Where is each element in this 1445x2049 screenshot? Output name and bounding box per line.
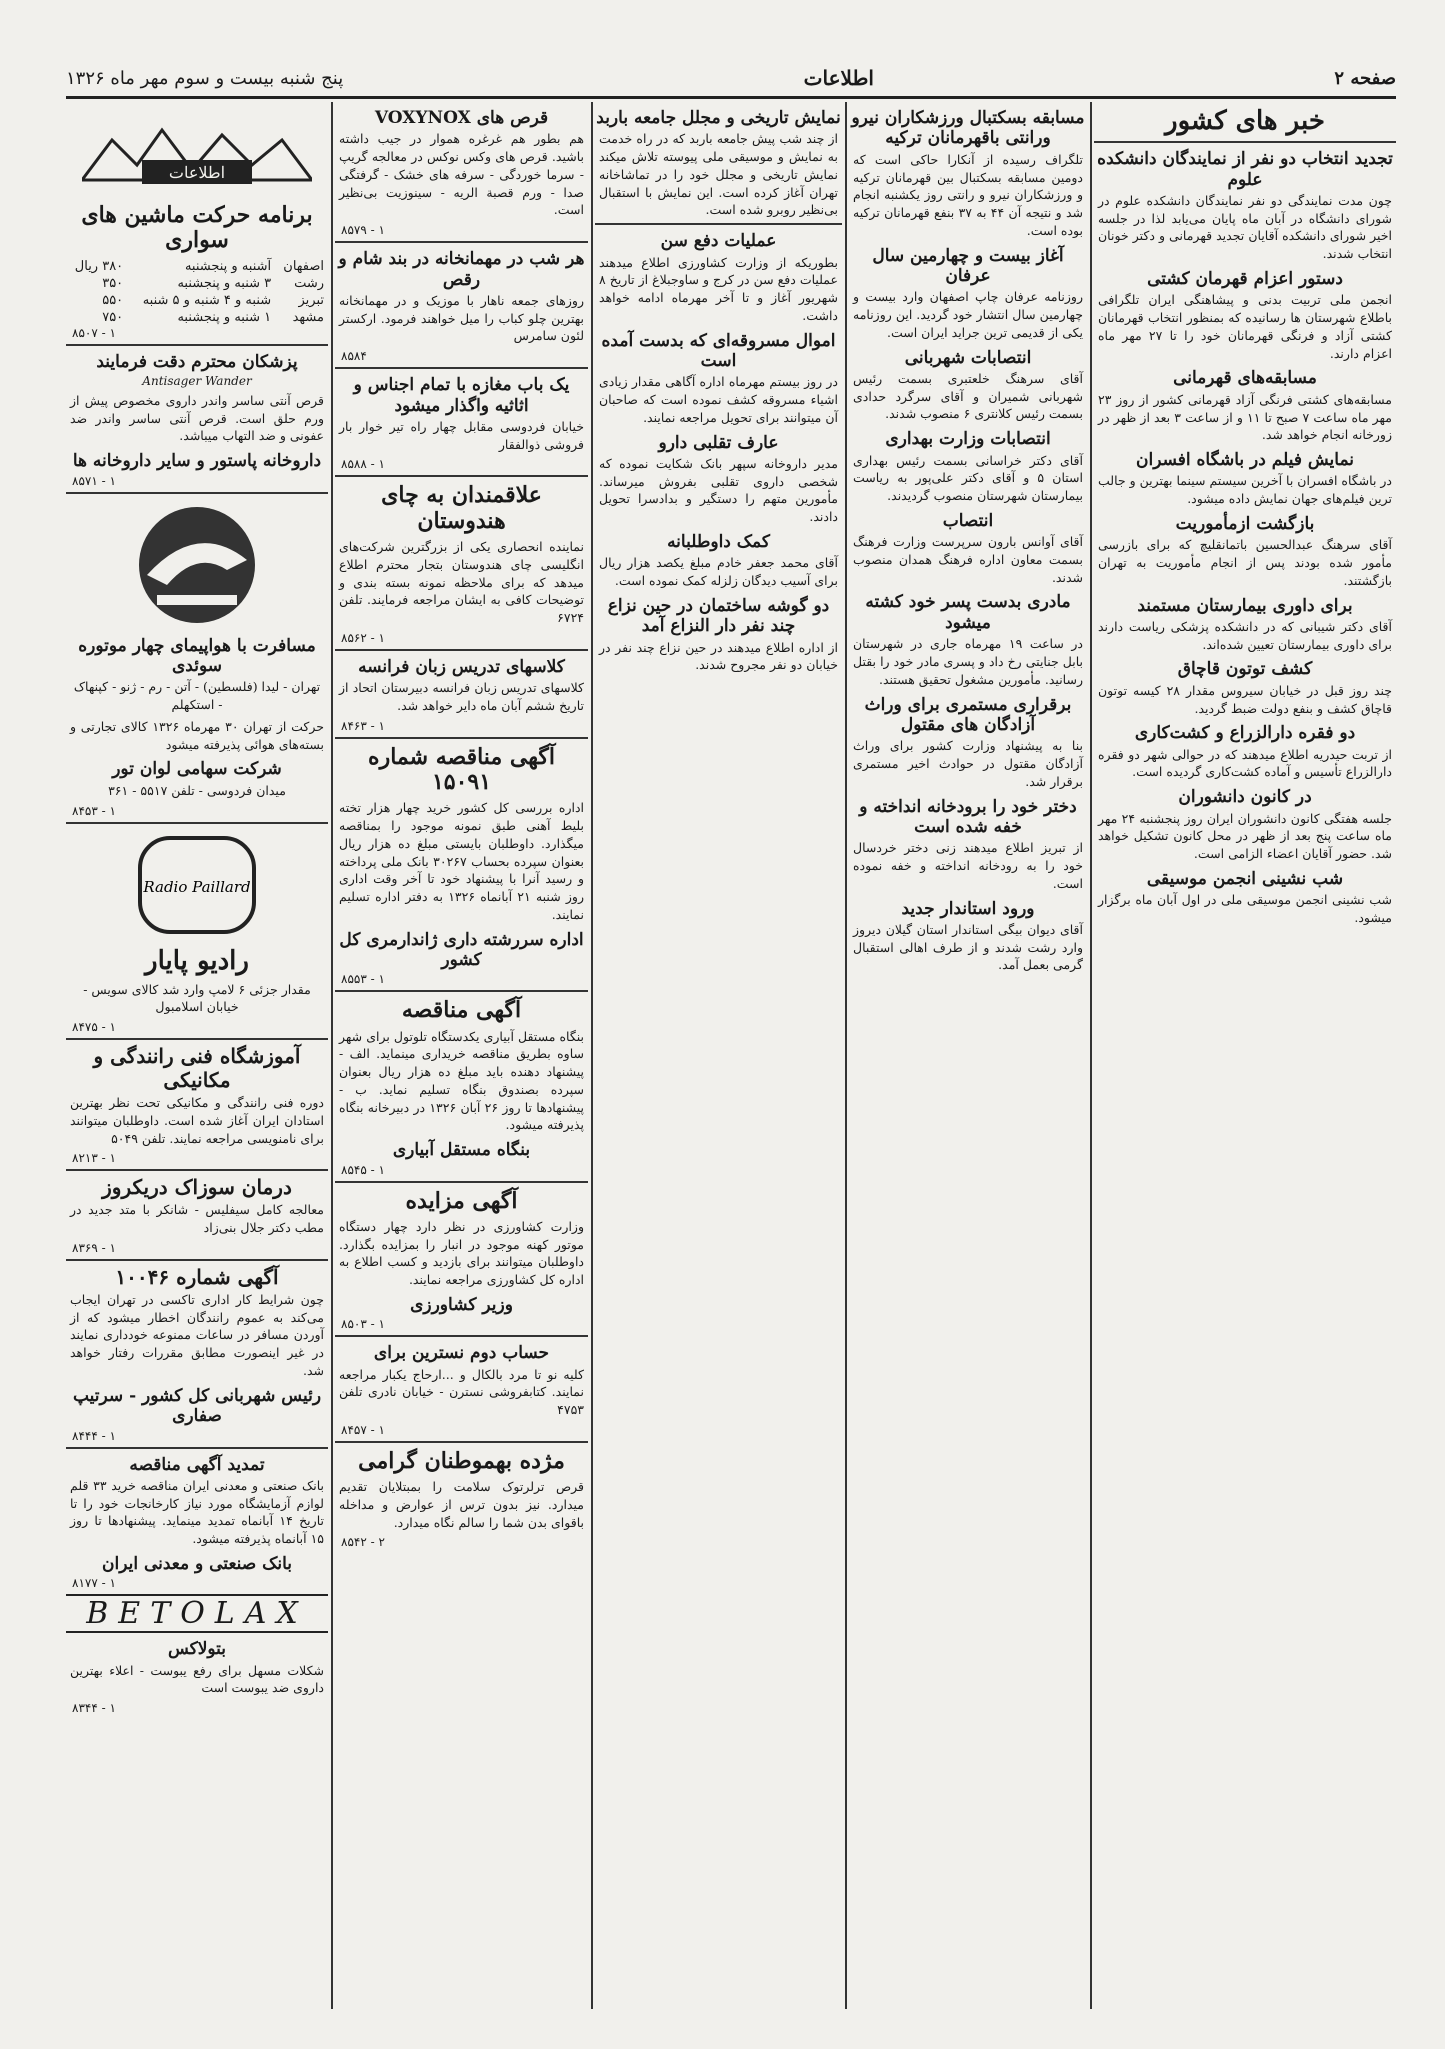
airline-company: شرکت سهامی لوان تور	[112, 759, 282, 780]
display-ads-column	[66, 102, 328, 2019]
ad-sign: بنگاه مستقل آبیاری	[392, 1140, 531, 1161]
column-divider	[591, 102, 593, 2009]
ad-body: مقدار جزئی ۶ لامپ وارد شد کالای سویس - خیابان اسلامبول	[83, 981, 311, 1015]
ad-title: درمان سوزاک دریکروز	[102, 1175, 292, 1200]
table-row	[66, 275, 328, 292]
ad-sign: وزیر کشاورزی	[410, 1294, 513, 1315]
ad-body: حرکت از تهران ۳۰ مهرماه ۱۳۲۶ کالای تجارتی و بسته‌های هوائی پذیرفته میشود	[70, 718, 325, 752]
ad-title: یک باب مغازه با تمام اجناس و اثاثیه واگذار میشود	[353, 375, 570, 416]
article-body: چند روز قبل در خیابان سیروس مقدار ۲۸ کیسه توتون قاچاق کشف و بنفع دولت ضبط گردید.	[1098, 682, 1393, 716]
ad-body: خیابان فردوسی مقابل چهار راه تیر خوار بار فروشی ذوالفقار	[339, 418, 584, 452]
ad-voxynox	[335, 108, 588, 237]
article-body: جلسه هفتگی کانون دانشوران ایران روز پنجشنبه ۲۴ مهر ماه ساعت پنج بعد از ظهر در محل کانون تشکیل خواهد شد. حضور آقایان اعضاء الزامی است.	[1098, 810, 1393, 862]
bus-price: ۵۵۰	[102, 292, 124, 308]
ad-title: علاقمندان به چای هندوستان	[381, 482, 542, 534]
divider	[66, 1447, 328, 1449]
page-header	[66, 64, 1396, 92]
bus-days: شنبه و ۴ شنبه و ۵ شنبه	[142, 292, 272, 308]
ad-code: ۸۴۴۴ - ۱	[72, 1428, 116, 1443]
ad-title: مژده بهموطنان گرامی	[358, 1447, 565, 1474]
article-heading: نمایش تاریخی و مجلل جامعه باربد	[596, 108, 841, 128]
ad-shop	[335, 375, 588, 471]
ad-title: قرص های VOXYNOX	[374, 108, 549, 128]
article-body: انجمن ملی تربیت بدنی و پیشاهنگی ایران تلگرافی باطلاع شهرستان ها رسانیده که بمنظور انتخاب قهرمانان کشتی آزاد و فرنگی قهرمانان خود را تا ۲۷ مهر ماه اعزام دارند.	[1098, 292, 1392, 361]
header-rule	[66, 96, 1396, 99]
article-heading: انتصابات وزارت بهداری	[885, 429, 1051, 450]
ad-body: قرص ترلرتوک سلامت را بمبتلایان تقدیم میدارد. نیز بدون ترس از عوارض و مداخله باقوای بدن شما را سالم نگاه میدارد.	[339, 1479, 584, 1530]
ad-code: ۸۵۸۴	[341, 349, 367, 364]
bank-tender-ad	[66, 1455, 328, 1591]
divider	[335, 1441, 588, 1443]
divider	[335, 367, 588, 369]
article-body: شب نشینی انجمن موسیقی ملی در اول آبان ماه برگزار میشود.	[1098, 892, 1392, 925]
news-article-list	[1094, 149, 1396, 927]
mountain-logo-icon	[82, 110, 312, 190]
ad-code: ۸۱۷۷ - ۱	[72, 1576, 116, 1591]
divider	[66, 1169, 328, 1171]
article-body: از چند شب پیش جامعه باربد که در راه خدمت به نمایش و موسیقی ملی پیوسته تلاش میکند نمایش تاریخی و مجلل خود را در تماشاخانه تهران آغاز کرده است. این نمایش با استقبال بی‌نظیر روبرو شده است.	[599, 131, 838, 218]
article-body: از تربت حیدریه اطلاع میدهند که در حوالی شهر دو فقره دارالزراع تأسیس و آماده کشت‌کاری گردیده است.	[1098, 746, 1392, 780]
ad-title: پزشکان محترم دقت فرمایند	[96, 351, 298, 372]
airline-routes: تهران - لیدا (فلسطین) - آتن - رم - ژنو - کپنهاک - استکهلم	[73, 679, 321, 713]
ad-title: مسافرت با هواپیمای چهار موتوره سوئدی	[78, 635, 316, 677]
ad-title: کلاسهای تدریس زبان فرانسه	[358, 656, 565, 677]
ad-restaurant	[335, 249, 588, 363]
article-body: مدیر داروخانه سپهر بانک شکایت نموده که شخصی داروی تقلبی بفروش میرساند. مأمورین متهم را دستگیر و بدادسرا تحویل دادند.	[599, 455, 838, 525]
ads-column	[335, 102, 588, 2019]
article-body: آقای محمد جعفر خادم مبلغ یکصد هزار ریال برای آسیب دیدگان زلزله کمک نموده است.	[599, 555, 838, 589]
divider	[335, 649, 588, 651]
ad-sign: اداره سررشته داری ژاندارمری کل کشور	[339, 929, 584, 970]
article-heading: ورود استاندار جدید	[901, 898, 1035, 919]
news-title: خبر های کشور	[1165, 106, 1325, 136]
header-page-label: صفحه ۲	[1334, 67, 1396, 89]
ad-title: تمدید آگهی مناقصه	[129, 1454, 265, 1475]
article-body: مسابقه‌های کشتی فرنگی آزاد قهرمانی کشور از روز ۲۳ مهر ماه ساعت ۷ صبح تا ۱۱ و از ساعت ۳ بعد از ظهر در زورخانه انجام خواهد شد.	[1098, 391, 1392, 443]
bus-city: مشهد	[292, 309, 324, 325]
ad-tender-15091	[335, 745, 588, 987]
ad-code: ۸۵۵۳ - ۱	[341, 972, 385, 987]
article-heading: دو گوشه ساختمان در حین نزاع چند نفر دار النزاع آمد	[607, 595, 830, 637]
bus-days: ۱ شنبه و پنجشنبه	[177, 309, 272, 325]
column-divider	[845, 102, 847, 2009]
ad-code: ۸۴۵۳ - ۱	[72, 803, 116, 818]
divider	[66, 1038, 328, 1040]
article-heading: انتصابات شهربانی	[904, 347, 1032, 368]
article-body: از تبریز اطلاع میدهند زنی دختر خردسال خود را به رودخانه انداخته و خفه نموده است.	[853, 840, 1083, 891]
company-logo	[66, 102, 328, 197]
ad-auction	[335, 1189, 588, 1332]
ad-title: آگهی مناقصه	[401, 997, 522, 1024]
ad-body: شکلات مسهل برای رفع یبوست - اعلاء بهترین داروی ضد یبوست است	[70, 1662, 324, 1696]
article-heading: کمک داوطلبانه	[667, 531, 770, 552]
ad-body: بانک صنعتی و معدنی ایران مناقصه خرید ۳۳ قلم لوازم آزمایشگاه مورد نیاز کارخانجات خود را تا تاریخ ۱۴ آبانماه تمدید مینماید. پیشنهادها تا روز ۱۵ آبانماه پذیرفته میشود.	[70, 1477, 324, 1547]
divider	[66, 344, 328, 346]
ad-sign: بانک صنعتی و معدنی ایران	[102, 1553, 292, 1574]
ad-body: روزهای جمعه ناهار با موزیک و در مهمانخانه بهترین چلو کباب را میل خواهند فرمود. ارکستر لئون سامرس	[339, 292, 584, 344]
article-heading: بازگشت ازمأموریت	[1175, 513, 1315, 534]
table-row	[66, 309, 328, 326]
wander-ad	[66, 352, 328, 488]
ad-tea	[335, 483, 588, 644]
article-heading: مسابقه بسکتبال ورزشکاران نیرو ورانتی باقهرمانان ترکیه	[851, 108, 1085, 149]
bus-days: ۳ شنبه و پنجشنبه	[177, 275, 272, 291]
article-body: بطوریکه از وزارت کشاورزی اطلاع میدهند عملیات دفع سن در کرج و ساوجبلاغ از تاریخ ۸ شهریور آغاز و تا آخر مهرماه ادامه خواهد داشت.	[599, 254, 838, 323]
airplane-icon	[66, 500, 328, 630]
article-body: در ساعت ۱۹ مهرماه جاری در شهرستان بابل جنایتی رخ داد و پسری مادر خود را بقتل رسانید. مأمورین مشغول تحقیق هستند.	[853, 636, 1083, 687]
ad-code: ۸۴۷۵ - ۱	[72, 1020, 116, 1035]
divider	[595, 223, 842, 225]
ad-code: ۸۵۴۵ - ۱	[341, 1162, 385, 1177]
article-heading: دستور اعزام قهرمان کشتی	[1147, 268, 1343, 289]
airline-ad	[66, 500, 328, 818]
article-body: در روز بیستم مهرماه اداره آگاهی مقدار زیادی اشیاء مسروقه کشف نموده است که صاحبان آن میتوانند برای تحویل مراجعه نمایند.	[599, 374, 838, 425]
article-heading: دختر خود را برودخانه انداخته و خفه شده است	[859, 796, 1077, 837]
police-notice-ad	[66, 1265, 328, 1443]
ad-tender	[335, 998, 588, 1176]
article-heading: عملیات دفع سن	[660, 231, 777, 252]
radio-ad	[66, 830, 328, 1035]
ad-title: حساب دوم نسترین برای	[373, 1343, 550, 1364]
ad-title: آگهی شماره ۱۰۰۴۶	[115, 1264, 279, 1289]
ad-code: ۸۵۶۲ - ۱	[341, 630, 385, 645]
ad-code: ۸۳۶۹ - ۱	[72, 1240, 116, 1255]
divider	[66, 1259, 328, 1261]
radio-logo-icon	[66, 830, 328, 940]
ad-title: آموزشگاه فنی رانندگی و مکانیکی	[93, 1044, 301, 1093]
ad-code: ۸۵۰۷ - ۱	[72, 325, 116, 340]
article-body: آقای سرهنگ عبدالحسین باتمانقلیچ که برای بازرسی مأمور شده بودند پس از انجام مأموریت به تهران بازگشتند.	[1098, 537, 1392, 588]
ad-code: ۸۴۶۳ - ۱	[341, 718, 385, 733]
ad-code: ۸۵۸۸ - ۱	[341, 457, 385, 472]
betolax-brand: BETOLAX	[66, 1594, 328, 1633]
table-row	[66, 258, 328, 275]
article-body: از اداره اطلاع میدهند در حین نزاع چند نفر در خیابان دو نفر مجروح شدند.	[599, 639, 838, 673]
ad-body: چون شرایط کار اداری تاکسی در تهران ایجاب می‌کند به عموم رانندگان اخطار میشود که از آوردن مسافر در ساعات ممنوعه خودداری نمایند در غیر اینصورت مطابق مقررات رفتار خواهد شد.	[70, 1291, 324, 1378]
ad-body: بنگاه مستقل آبیاری یکدستگاه تلوتول برای شهر ساوه بطریق مناقصه خریداری مینماید. الف - پیشنهاد دهنده باید مبلغ ده هزار ریال بعنوان سپرده بصندوق بنگاه تسلیم نماید. ب - پیشنهادها تا روز ۲۶ آبان ۱۳۲۶ در دبیرخانه بنگاه پذیرفته میشود.	[339, 1028, 585, 1133]
ad-title: رادیو پایار	[145, 945, 249, 976]
article-heading: عارف تقلبی دارو	[658, 432, 779, 453]
ad-title: برنامه حرکت ماشین های سواری	[81, 202, 313, 254]
bus-schedule-ad	[66, 203, 328, 340]
header-date: پنج شنبه بیست و سوم مهر ماه ۱۳۲۶	[66, 67, 344, 89]
bus-table	[66, 258, 328, 326]
ad-code: ۸۵۰۳ - ۱	[341, 1317, 385, 1332]
article-body: آقای آوانس بارون سرپرست وزارت فرهنگ بسمت معاون اداره فرهنگ همدان منصوب شدند.	[853, 534, 1083, 585]
radio-brand: Radio Paillard	[143, 877, 251, 896]
column-2	[849, 102, 1087, 2019]
divider	[335, 737, 588, 739]
article-heading: نمایش فیلم در باشگاه افسران	[1135, 450, 1355, 470]
ad-sign: رئیس شهربانی کل کشور - سرتیپ صفاری	[72, 1385, 322, 1427]
ad-bookstore	[335, 1343, 588, 1437]
article-heading: انتصاب	[942, 510, 994, 531]
clinic-ad	[66, 1175, 328, 1255]
ad-code: ۸۲۱۳ - ۱	[72, 1151, 116, 1166]
bus-city: رشت	[294, 275, 324, 291]
driving-school-ad	[66, 1044, 328, 1165]
divider	[335, 1181, 588, 1183]
article-heading: شب نشینی انجمن موسیقی	[1146, 868, 1344, 889]
ad-body: کلیه نو تا مرد بالکال و ...ارحاج یکبار مراجعه نمایند. کتابفروشی نسترن - خیابان نادری تلفن ۴۷۵۳	[339, 1366, 584, 1418]
article-heading: تجدید انتخاب دو نفر از نمایندگان دانشکده علوم	[1097, 149, 1393, 190]
article-heading: مسابقه‌های قهرمانی	[1173, 368, 1317, 389]
divider	[335, 1335, 588, 1337]
article-heading: آغاز بیست و چهارمین سال عرفان	[872, 245, 1064, 286]
article-body: آقای دکتر خراسانی بسمت رئیس بهداری استان ۵ و آقای دکتر علی‌پور به ریاست بیمارستان شهرستان منصوب گردیدند.	[853, 452, 1083, 504]
divider	[66, 822, 328, 824]
bus-city: تبریز	[298, 292, 324, 308]
bus-price: ۳۵۰	[102, 275, 124, 291]
article-heading: کشف توتون قاچاق	[1177, 659, 1313, 680]
article-heading: اموال مسروقه‌ای که بدست آمده است	[601, 330, 836, 371]
ad-title: آگهی مزایده	[405, 1187, 518, 1214]
article-body: در باشگاه افسران با آخرین سیستم سینما بهترین و جالب ترین فیلم‌های جهان نمایش داده میشود.	[1097, 473, 1392, 507]
article-heading: برقراری مستمری برای وراث آزادگان های مقتول	[864, 694, 1072, 735]
article-heading: در کانون دانشوران	[1178, 787, 1312, 808]
ad-body: نماینده انحصاری یکی از بزرگترین شرکت‌های انگلیسی چای هندوستان بتجار محترم اطلاع میدهد که برای ملاحظه نمونه بسته بندی و توضیحات کافی به ایشان مراجعه فرمایند. تلفن ۶۷۲۴	[339, 539, 584, 626]
article-body: روزنامه عرفان چاپ اصفهان وارد بیست و چهارمین سال انتشار خود گردید. این روزنامه یکی از قدیمی ترین جراید ایران است.	[853, 289, 1083, 340]
article-body: تلگراف رسیده از آنکارا حاکی است که دومین مسابقه بسکتبال بین قهرمانان ترکیه و ورزشکاران نیرو و رانتی روز یکشنبه انجام شد و نتیجه آن ۴۴ به ۳۷ بنفع قهرمانان ترکیه بوده است.	[853, 151, 1083, 238]
logo-text: اطلاعات	[168, 162, 226, 182]
brand-name: Antisager Wander	[142, 373, 252, 388]
header-paper-name: اطلاعات	[803, 66, 874, 90]
article-body: آقای سرهنگ خلعتبری بسمت رئیس شهربانی شمیران و آقای سرگرد حدادی بسمت رئیس کلانتری ۶ منصوب شدند.	[853, 370, 1083, 422]
table-row	[66, 292, 328, 309]
ad-body: هم بطور هم غرغره هموار در جیب داشته باشید. قرص های وکس نوکس در معالجه گریپ - سرما خوردگی - سرفه های خشک - گرفتگی صدا - ورم قصبة الریه - سینوزیت بی‌نظیر است.	[339, 131, 584, 218]
ad-title: بتولاکس	[167, 1639, 227, 1660]
ad-body: کلاسهای تدریس زبان فرانسه دبیرستان اتحاد از تاریخ ششم آبان ماه دایر خواهد شد.	[339, 680, 584, 713]
article-heading: دو فقره دارالزراع و کشت‌کاری	[1134, 723, 1356, 744]
ad-body: اداره بررسی کل کشور خرید چهار هزار تخته بلیط آهنی طبق نمونه موجود را بمناقصه میگذارد. داوطلبان بایستی مبلغ ده هزار ریال بعنوان سپرده بحساب ۳۰۲۶۷ بانک ملی پرداخته و رسید آنرا با پیشنهاد خود تا آخر وقت اداری روز شنبه ۲۱ آبانماه ۱۳۲۶ به دفتر اداره تسلیم نمایند.	[339, 800, 584, 922]
bus-price: ۳۸۰ ریال	[74, 258, 124, 274]
column-divider	[331, 102, 333, 2009]
ad-title: آگهی مناقصه شماره ۱۵۰۹۱	[368, 743, 555, 795]
betolax-ad	[66, 1594, 328, 1715]
column-3	[595, 102, 842, 2019]
ad-body: قرص آنتی ساسر واندر داروی مخصوص پیش از ورم حلق است. قرص آنتی ساسر واندر ضد عفونی و ضد التهاب میباشد.	[70, 392, 324, 444]
divider	[1094, 141, 1396, 143]
divider	[335, 990, 588, 992]
ad-code: ۸۵۷۹ - ۱	[341, 223, 385, 238]
news-column	[1094, 102, 1396, 2019]
ad-body: معالجه کامل سیفلیس - شانکر با متد جدید در مطب دکتر جلال بنی‌زاد	[70, 1202, 324, 1236]
article-body: بنا به پیشنهاد وزارت کشور برای وراث آزادگان مقتول در حوادث اخیر مستمری برقرار شد.	[853, 738, 1083, 789]
article-body: آقای دکتر شیبانی که در دانشکده پزشکی ریاست دارند برای داوری بیمارستان تعیین شده‌اند.	[1098, 618, 1392, 652]
article-heading: مادری بدست پسر خود کشته میشود	[865, 592, 1071, 633]
ad-title: هر شب در مهمانخانه در بند شام و رقص	[338, 249, 585, 290]
article-body: چون مدت نمایندگی دو نفر نمایندگان دانشکده علوم در شورای دانشگاه در آبان ماه پایان می‌یابد لذا در جلسه اخیر شورای دانشکده آقایان تجدید قهرمانی و دکتر خونان انتخاب شدند.	[1098, 192, 1392, 262]
ad-code: ۸۴۵۷ - ۱	[341, 1422, 385, 1437]
ad-code: ۸۳۴۴ - ۱	[72, 1701, 116, 1716]
bus-price: ۷۵۰	[102, 309, 124, 325]
ad-body: دوره فنی رانندگی و مکانیکی تحت نظر بهترین استادان ایران آغاز شده است. داوطلبان میتوانند برای نامنویسی مراجعه نمایند. تلفن ۵۰۴۹	[70, 1095, 324, 1146]
bus-city: اصفهان	[283, 258, 324, 274]
column-divider	[1090, 102, 1092, 2009]
ad-code: ۸۵۴۲ - ۲	[341, 1535, 385, 1550]
ad-good-news	[335, 1449, 588, 1550]
ad-body: وزارت کشاورزی در نظر دارد چهار دستگاه موتور کهنه موجود در انبار را بمزایده بگذارد. داوطلبان میتوانند برای بازدید و کسب اطلاع به اداره کل کشاورزی مراجعه نمایند.	[339, 1218, 584, 1288]
divider	[335, 241, 588, 243]
article-heading: برای داوری بیمارستان مستمند	[1137, 595, 1353, 616]
bus-days: آشنبه و پنجشنبه	[184, 258, 272, 274]
divider	[335, 475, 588, 477]
airline-address: میدان فردوسی - تلفن ۵۵۱۷ - ۳۶۱	[108, 782, 286, 798]
ad-footer: داروخانه پاستور و سایر داروخانه ها	[72, 451, 322, 472]
ad-french-classes	[335, 657, 588, 733]
divider	[66, 492, 328, 494]
article-body: آقای دیوان بیگی استاندار استان گیلان دیروز وارد رشت شدند و از طرف اهالی استقبال گرمی بعمل آمد.	[853, 921, 1083, 973]
ad-code: ۸۵۷۱ - ۱	[72, 473, 116, 488]
